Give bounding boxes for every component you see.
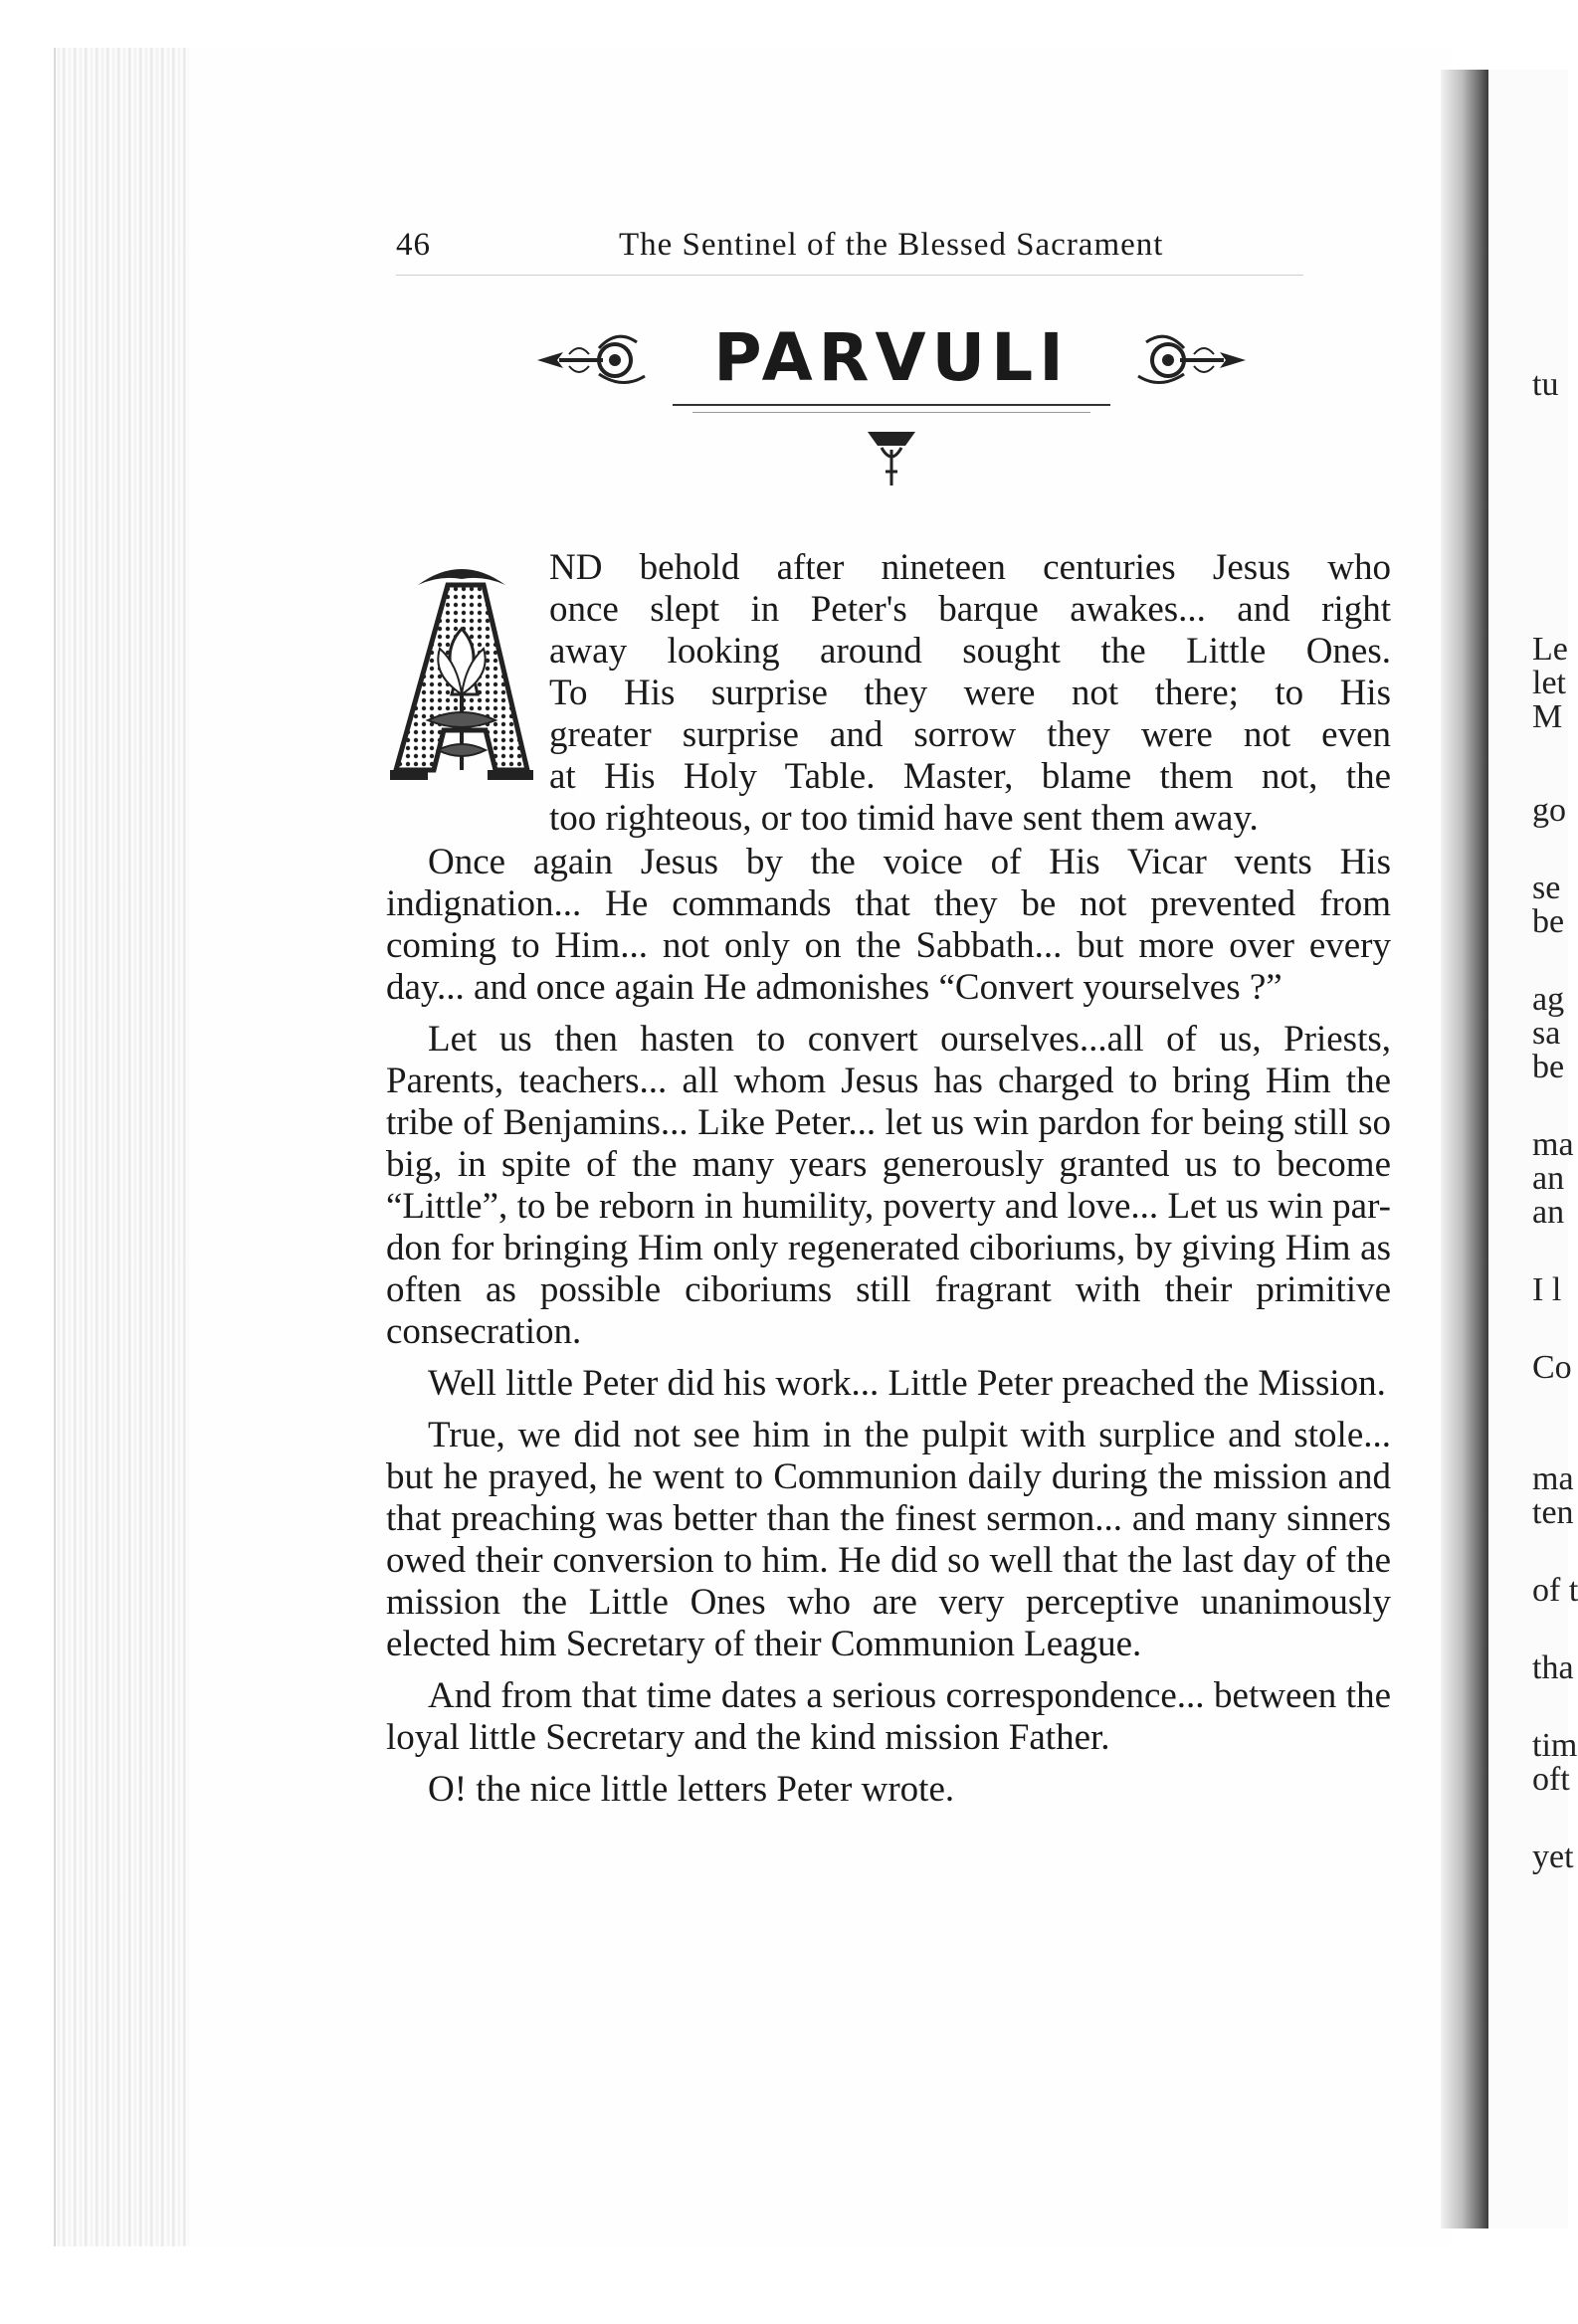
facing-text: tu [1532,366,1559,403]
facing-text: tha [1532,1649,1574,1686]
body-paragraph: Once again Jesus by the voice of His Vicar vents His indignation... He commands that they be not prevented from coming to Him... not only on the Sabbath... but more over every day... and once again He admonishes “Convert yourselves ?” [386,842,1391,1008]
facing-text: I l [1532,1271,1562,1308]
body-paragraph: And from that time dates a serious correspondence... between the loyal little Secretary and the kind mission Father. [386,1675,1391,1758]
facing-text: Le [1532,631,1568,668]
left-flourish-ornament-icon [533,324,653,394]
opening-line: To His surprise they were not there; to His [549,673,1391,713]
facing-page-fragment [1488,70,1578,2228]
pendant-ornament-icon [862,426,921,495]
opening-line: at His Holy Table. Master, blame them not, the [549,756,1391,797]
facing-text: yet [1532,1839,1574,1875]
opening-paragraph [549,547,1391,840]
drop-cap-letter: A [462,545,463,546]
page-number: 46 [396,227,431,263]
facing-text: an [1532,1194,1565,1231]
facing-text: ten [1532,1494,1574,1531]
opening-line: once slept in Peter's barque awakes... and right [549,589,1391,630]
title-underline-thin [692,412,1090,413]
body-paragraph: True, we did not see him in the pulpit with surplice and stole... but he prayed, he went to Communion daily during the mission and that preaching was better than the finest sermon... and many sinners owed their conversion to him. He did so well that the last day of the mission the Little Ones who are very perceptive unanimously elected him Secretary of their Communion League. [386,1415,1391,1664]
facing-text: be [1532,903,1565,940]
facing-text: let [1532,665,1566,701]
article-body [386,842,1391,1821]
facing-text: Co [1532,1349,1572,1386]
opening-line: too righteous, or too timid have sent them away. [549,798,1259,839]
facing-text: tim [1532,1727,1578,1764]
facing-text: an [1532,1160,1565,1197]
article-title: PARVULI [713,319,1070,396]
facing-text: se [1532,870,1561,906]
opening-line: away looking around sought the Little Ones. [549,631,1391,672]
body-paragraph: Let us then hasten to convert ourselves...all of us, Priests, Parents, teachers... all whom Jesus has charged to bring Him the tribe of Benjamins... Like Peter... let us win pardon for being still so big, in spite of the many years generously granted us to become “Little”, to be reborn in humility, poverty and love... Let us win par-don for bringing Him only regenerated ciboriums, by giving Him as often as possible ciboriums still fragrant with their primitive consecration. [386,1019,1391,1352]
facing-text: M [1532,698,1563,735]
article-title-block [533,318,1250,497]
running-head [396,227,1293,273]
title-underline [673,404,1110,406]
book-gutter-shadow [1441,70,1488,2228]
ornamental-drop-cap [388,545,535,784]
journal-title: The Sentinel of the Blessed Sacrament [619,227,1164,263]
body-paragraph: Well little Peter did his work... Little Peter preached the Mission. [428,1363,1386,1404]
opening-line: greater surprise and sorrow they were not even [549,714,1391,755]
facing-text: sa [1532,1015,1561,1052]
facing-text: be [1532,1049,1565,1085]
body-paragraph: O! the nice little letters Peter wrote. [428,1769,955,1810]
facing-text: ag [1532,981,1565,1018]
right-flourish-ornament-icon [1130,324,1250,394]
stacked-page-edges [54,48,195,2246]
facing-text: ma [1532,1460,1574,1497]
header-rule [396,275,1303,276]
facing-text: oft [1532,1761,1570,1798]
facing-text: ma [1532,1126,1574,1163]
opening-line: ND behold after nineteen centuries Jesus who [549,547,1391,588]
facing-text: go [1532,792,1566,829]
facing-text: of t [1532,1572,1578,1609]
